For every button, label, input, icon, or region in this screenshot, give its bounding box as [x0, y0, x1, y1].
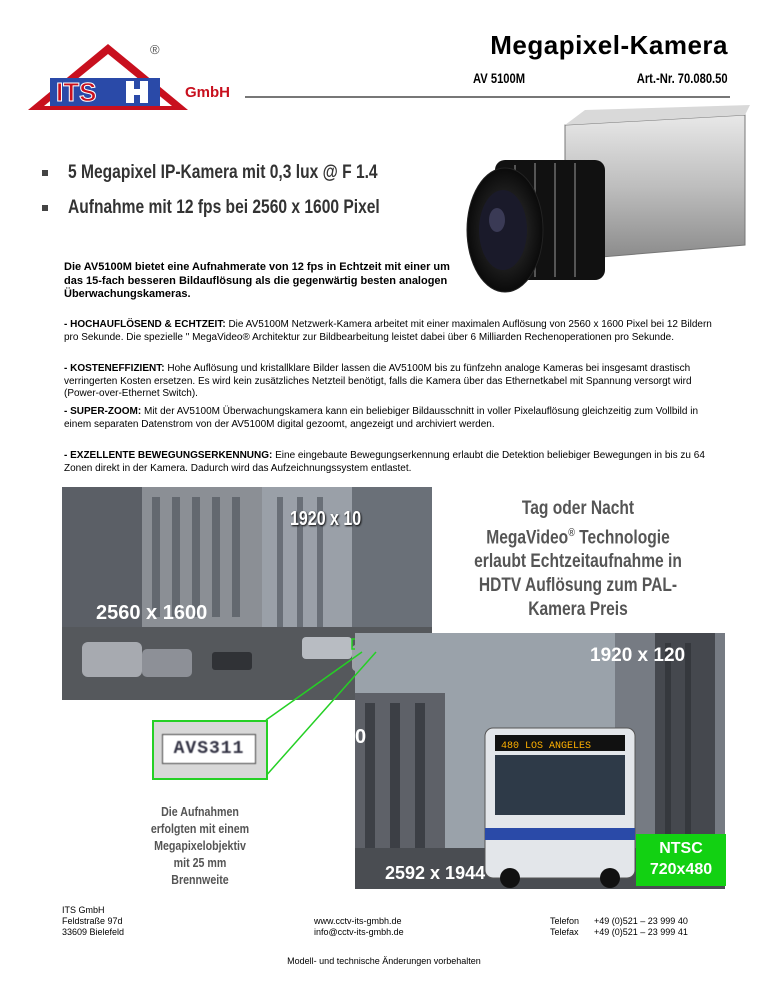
- feature-label: - EXZELLENTE BEWEGUNGSERKENNUNG:: [64, 450, 273, 461]
- city: 33609 Bielefeld: [62, 927, 125, 937]
- website-link[interactable]: www.cctv-its-gmbh.de: [314, 916, 402, 926]
- resolution-label-cut: 0: [355, 726, 367, 748]
- resolution-label-main: 2560 x 1600: [96, 602, 208, 624]
- promo-line: HDTV Auflösung zum PAL-: [478, 575, 678, 597]
- ntsc-badge: [636, 834, 726, 886]
- zoom-detail-plate: [152, 720, 268, 780]
- bullet-icon: [42, 205, 48, 211]
- footer-phone: [550, 916, 688, 938]
- logo-suffix: GmbH: [185, 84, 230, 101]
- ntsc-resolution: 720x480: [649, 861, 713, 878]
- phone-label: Telefon: [550, 916, 580, 926]
- headline-2: [42, 197, 448, 219]
- lens-note: Die Aufnahmen erfolgten mit einem Megapixelobjektiv mit 25 mm Brennweite: [150, 804, 250, 887]
- fax-number: +49 (0)521 – 23 999 41: [594, 927, 688, 937]
- footer-contact: [314, 916, 404, 938]
- resolution-label-right: 1920 x 120: [590, 645, 686, 666]
- camera-image: [455, 105, 755, 310]
- feature-label: - SUPER-ZOOM:: [64, 406, 142, 417]
- feature-text: Die AV5100M Netzwerk-Kamera arbeitet mit einer maximalen Auflösung von 2560 x 1600 Pixel bei 12 Bildern pro Sekunde. Die spezielle " MegaVideo® Architektur zur Bildbearbeitung leistet dabei über 6 Milliarden Rechenoperationen pro Sekunde.: [64, 319, 712, 343]
- street: Feldstraße 97d: [62, 916, 123, 926]
- feature-label: - KOSTENEFFIZIENT:: [64, 363, 165, 374]
- feature-text: Eine eingebaute Bewegungserkennung erlaubt die Detektion beliebiger Bewegungen in bis zu 64 Zonen direkt in der Kamera. Dadurch wird das Aufzeichnungssystem entlastet.: [64, 450, 705, 474]
- feature-paragraph: [64, 363, 714, 401]
- promo-line: MegaVideo® Technologie: [486, 527, 670, 549]
- feature-paragraph: [64, 406, 714, 431]
- logo-text: ITS: [56, 77, 97, 107]
- promo-line: Kamera Preis: [528, 599, 628, 621]
- phone-number: +49 (0)521 – 23 999 40: [594, 916, 688, 926]
- headline-text: Aufnahme mit 12 fps bei 2560 x 1600 Pixel: [68, 197, 380, 218]
- registered-mark: ®: [150, 42, 160, 57]
- feature-paragraph: [64, 450, 714, 475]
- intro-text: Die AV5100M bietet eine Aufnahmerate von 12 fps in Echtzeit mit einer um das 15-fach besseren Bildauflösung als die gegenwärtig besten analogen Überwachungskameras.: [64, 261, 450, 300]
- disclaimer: Modell- und technische Änderungen vorbehalten: [287, 956, 481, 966]
- headline-1: [42, 162, 446, 184]
- license-plate: AVS311: [162, 734, 256, 764]
- headline-text: 5 Megapixel IP-Kamera mit 0,3 lux @ F 1.4: [68, 162, 378, 183]
- company-name: ITS GmbH: [62, 905, 105, 915]
- resolution-label-top: 1920 x 10: [290, 507, 362, 530]
- bus-destination-sign: 480 LOS ANGELES: [501, 741, 592, 752]
- resolution-label-bottom: 2592 x 1944: [385, 863, 486, 883]
- ntsc-label: NTSC: [659, 840, 703, 857]
- feature-text: Hohe Auflösung und kristallklare Bilder lassen die AV5100M bis zu fünfzehn analoge Kameras bei insgesamt drastisch verringerten Kosten ersetzen. Es wird kein zusätzliches Netzteil benötigt, falls die Kamera über das Ethernetkabel mit Spannung versorgt wird (Power-over-Ethernet Switch).: [64, 363, 692, 400]
- header-divider: [245, 96, 730, 98]
- footer-address: [62, 905, 124, 938]
- article-number: Art.-Nr. 70.080.50: [637, 70, 728, 86]
- promo-line: erlaubt Echtzeitaufnahme in: [474, 551, 682, 573]
- feature-paragraph: [64, 319, 714, 344]
- promo-line: Tag oder Nacht: [521, 498, 635, 519]
- promo-text: [448, 497, 708, 622]
- feature-text: Mit der AV5100M Überwachungskamera kann ein beliebiger Bildausschnitt in voller Pixelauflösung gleichzeitig zum Vollbild in einem separaten Datenstrom von der AV5100M digital gezoomt, angezeigt und archiviert werden.: [64, 406, 699, 430]
- feature-label: - HOCHAUFLÖSEND & ECHTZEIT:: [64, 319, 226, 330]
- fax-label: Telefax: [550, 927, 579, 937]
- model-number: AV 5100M: [473, 70, 526, 86]
- page-title: Megapixel-Kamera: [490, 30, 728, 60]
- bullet-icon: [42, 170, 48, 176]
- its-logo: [28, 40, 188, 120]
- email-link[interactable]: info@cctv-its-gmbh.de: [314, 927, 404, 937]
